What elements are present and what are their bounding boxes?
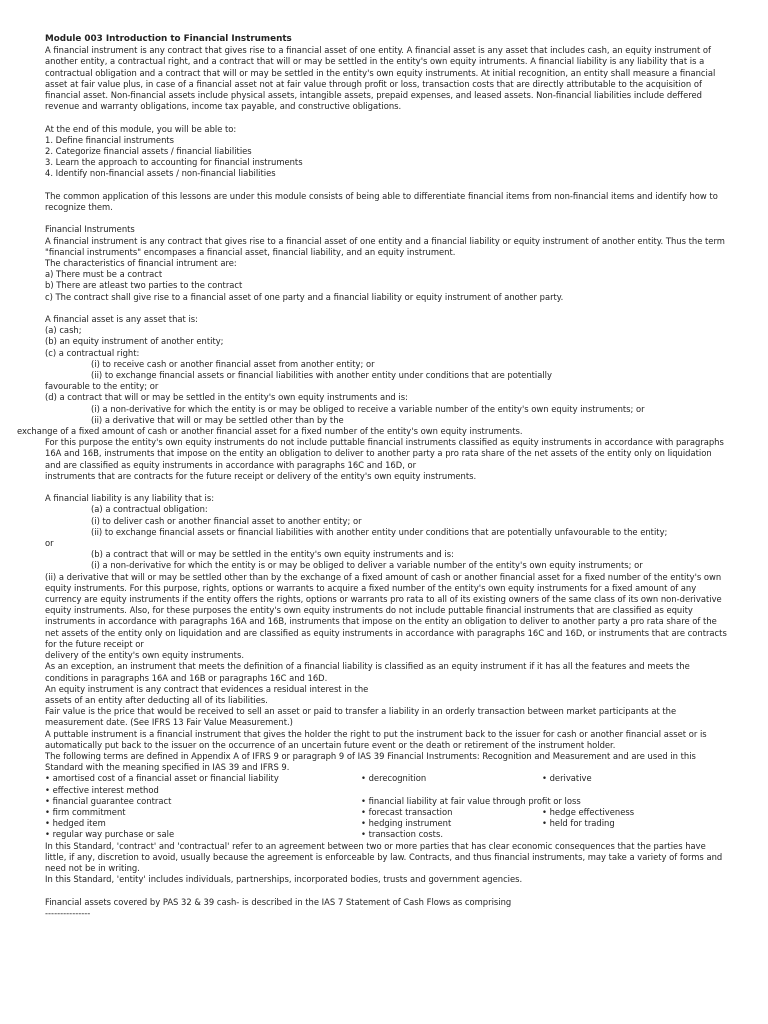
entity-definition: In this Standard, 'entity' includes individuals, partnerships, incorporated bodies, trusts and government agencies. [45, 874, 523, 885]
characteristic-item: c) The contract shall give rise to a financial asset of one party and a financial liability or equity instrument of another party. [45, 291, 564, 302]
liability-item-b-ii: (ii) a derivative that will or may be settled other than by the exchange of a fixed amount of cash or another financial asset for a fixed number of the entity's own equity instruments. For this purpose, rights, options or warrants to acquire a fixed number of the entity's own equity instruments for a fixed amount of any currency are equity instruments if the entity offers the rights, options or warrants pro rata to all of its existing owners of the same class of its own non-derivative equity instruments. Also, for these purposes the entity's own equity instruments do not include puttable financial instruments that are classified as equity instruments in accordance with paragraphs 16A and 16B, instruments that impose on the entity an obligation to deliver to another party a pro rata share of the net assets of the entity only on liquidation and are classified as equity instruments in accordance with paragraphs 16C and 16D, or instruments that are contracts for the future receipt or [45, 571, 727, 649]
asset-item-d-i: (i) a non-derivative for which the entity is or may be obliged to receive a variable number of the entity's own equity instruments; or [91, 403, 645, 414]
defined-terms-intro-end: Standard with the meaning specified in IAS 39 and IFRS 9. [45, 762, 290, 773]
objective-item: 4. Identify non-financial assets / non-financial liabilities [45, 168, 276, 179]
asset-item-d: (d) a contract that will or may be settled in the entity's own equity instruments and is: [45, 392, 408, 403]
liability-item-a-ii: (ii) to exchange financial assets or financial liabilities with another entity under conditions that are potentially unfavourable to the entity; [91, 526, 668, 537]
defined-terms-intro: The following terms are defined in Appendix A of IFRS 9 or paragraph 9 of IAS 39 Financial Instruments: Recognition and Measurement and are used in this [45, 750, 696, 761]
term-item: • hedging instrument [361, 818, 452, 829]
asset-item-d-ii-continued: exchange of a fixed amount of cash or another financial asset for a fixed number of the entity's own equity instruments. [17, 426, 523, 437]
liability-item-b-ii-end: delivery of the entity's own equity instruments. [45, 650, 244, 661]
financial-liability-intro: A financial liability is any liability that is: [45, 493, 215, 504]
spacer [45, 180, 728, 191]
characteristics-intro: The characteristics of financial intrument are: [45, 258, 237, 269]
spacer [45, 213, 728, 224]
spacer [45, 303, 728, 314]
liability-item-b-i: (i) a non-derivative for which the entity is or may be obliged to deliver a variable number of the entity's own equity instruments; or [91, 560, 643, 571]
intro-paragraph: A financial instrument is any contract that gives rise to a financial asset of one entity. A financial asset is any asset that includes cash, an equity instrument of another entity, a contractual right, and a contract that will or may be settled in the entity's own equity intruments. A financial liability is any liability that is a contractual obligation and a contract that will or may be settled in the entity's own equity instruments. At initial recognition, an entity shall measure a financial asset at fair value plus, in case of a financial asset not at fair value through profit or loss, transaction costs that are directly attributable to the acquisition of financial asset. Non-financial assets include physical assets, intangible assets, prepaid expenses, and leased assets. Non-financial liabilities include deffered revenue and warranty obligations, income tax payable, and constructive obligations. [45, 45, 716, 112]
asset-item-d-ii: (ii) a derivative that will or may be settled other than by the [91, 414, 344, 425]
term-item: • derecognition [361, 773, 427, 784]
asset-item-c-ii-continued: favourable to the entity; or [45, 381, 159, 392]
document-title: Module 003 Introduction to Financial Instruments [45, 34, 292, 44]
financial-asset-intro: A financial asset is any asset that is: [45, 314, 198, 325]
objective-item: 2. Categorize financial assets / financial liabilities [45, 146, 252, 157]
term-item: • regular way purchase or sale [45, 829, 175, 840]
liability-or: or [45, 538, 54, 549]
liability-item-a: (a) a contractual obligation: [91, 504, 208, 515]
financial-instrument-definition: A financial instrument is any contract that gives rise to a financial asset of one entity and a financial liability or equity instrument of another entity. Thus the term "financial instruments" encompases a financial asset, financial liability, and an equity instrument. [45, 235, 725, 257]
asset-item-c: (c) a contractual right: [45, 347, 140, 358]
asset-item-b: (b) an equity instrument of another entity; [45, 336, 224, 347]
equity-instrument-definition-end: assets of an entity after deducting all of its liabilities. [45, 694, 268, 705]
financial-instruments-heading: Financial Instruments [45, 224, 135, 235]
term-item [542, 785, 728, 796]
pas-coverage-line: Financial assets covered by PAS 32 & 39 cash- is described in the IAS 7 Statement of Cash Flows as comprising [45, 896, 512, 907]
spacer [45, 112, 728, 123]
characteristic-item: b) There are atleast two parties to the contract [45, 280, 243, 291]
term-item: • amortised cost of a financial asset or financial liability [45, 773, 279, 784]
liability-item-b: (b) a contract that will or may be settled in the entity's own equity instruments and is: [91, 549, 454, 560]
objectives-intro: At the end of this module, you will be able to: [45, 123, 237, 134]
term-item: • forecast transaction [361, 806, 453, 817]
term-item: • transaction costs. [361, 829, 443, 840]
objective-item: 3. Learn the approach to accounting for financial instruments [45, 157, 303, 168]
term-item: • hedge effectiveness [542, 806, 635, 817]
own-equity-purpose-paragraph: For this purpose the entity's own equity instruments do not include puttable financial instruments classified as equity instruments in accordance with paragraphs 16A and 16B, instruments that impose on the entity an obligation to deliver to another party a pro rata share of the net assets of the entity only on liquidation and are classified as equity instruments in accordance with paragraphs 16C and 16D, or [45, 437, 724, 470]
term-item: • hedged item [45, 818, 106, 829]
spacer [45, 885, 728, 896]
defined-terms-list [45, 773, 728, 840]
equity-instrument-definition: An equity instrument is any contract that evidences a residual interest in the [45, 683, 369, 694]
own-equity-purpose-end: instruments that are contracts for the future receipt or delivery of the entity's own equity instruments. [45, 470, 477, 481]
asset-item-c-ii: (ii) to exchange financial assets or financial liabilities with another entity under conditions that are potentially [91, 370, 552, 381]
exception-paragraph: As an exception, an instrument that meets the definition of a financial liability is classified as an equity instrument if it has all the features and meets the conditions in paragraphs 16A and 16B or paragraphs 16C and 16D. [45, 661, 690, 683]
dash-line: --------------- [45, 907, 91, 918]
term-item: • effective interest method [45, 784, 159, 795]
term-item [361, 785, 542, 796]
term-item: • held for trading [542, 818, 615, 829]
term-item [542, 829, 728, 840]
term-item: • financial guarantee contract [45, 795, 172, 806]
term-item: • derivative [542, 773, 592, 784]
characteristic-item: a) There must be a contract [45, 269, 163, 280]
asset-item-c-i: (i) to receive cash or another financial asset from another entity; or [91, 358, 375, 369]
spacer [45, 482, 728, 493]
liability-item-a-i: (i) to deliver cash or another financial asset to another entity; or [91, 515, 362, 526]
common-application-paragraph: The common application of this lessons are under this module consists of being able to differentiate financial items from non-financial items and identify how to recognize them. [45, 190, 718, 213]
asset-item-a: (a) cash; [45, 325, 82, 336]
term-item: • financial liability at fair value through profit or loss [361, 795, 581, 806]
puttable-instrument-paragraph: A puttable instrument is a financial instrument that gives the holder the right to put the instrument back to the issuer for cash or another financial asset or is automatically put back to the issuer on the occurrence of an uncertain future event or the death or retirement of the instrument holder. [45, 728, 707, 750]
term-item [542, 796, 728, 807]
fair-value-paragraph: Fair value is the price that would be received to sell an asset or paid to transfer a liability in an orderly transaction between market participants at the measurement date. (See IFRS 13 Fair Value Measurement.) [45, 706, 677, 728]
contract-definition-paragraph: In this Standard, 'contract' and 'contractual' refer to an agreement between two or more parties that has clear economic consequences that the parties have little, if any, discretion to avoid, usually because the agreement is enforceable by law. Contracts, and thus financial instruments, may take a variety of forms and need not be in writing. [45, 840, 723, 873]
objective-item: 1. Define financial instruments [45, 134, 175, 145]
term-item: • firm commitment [45, 806, 126, 817]
